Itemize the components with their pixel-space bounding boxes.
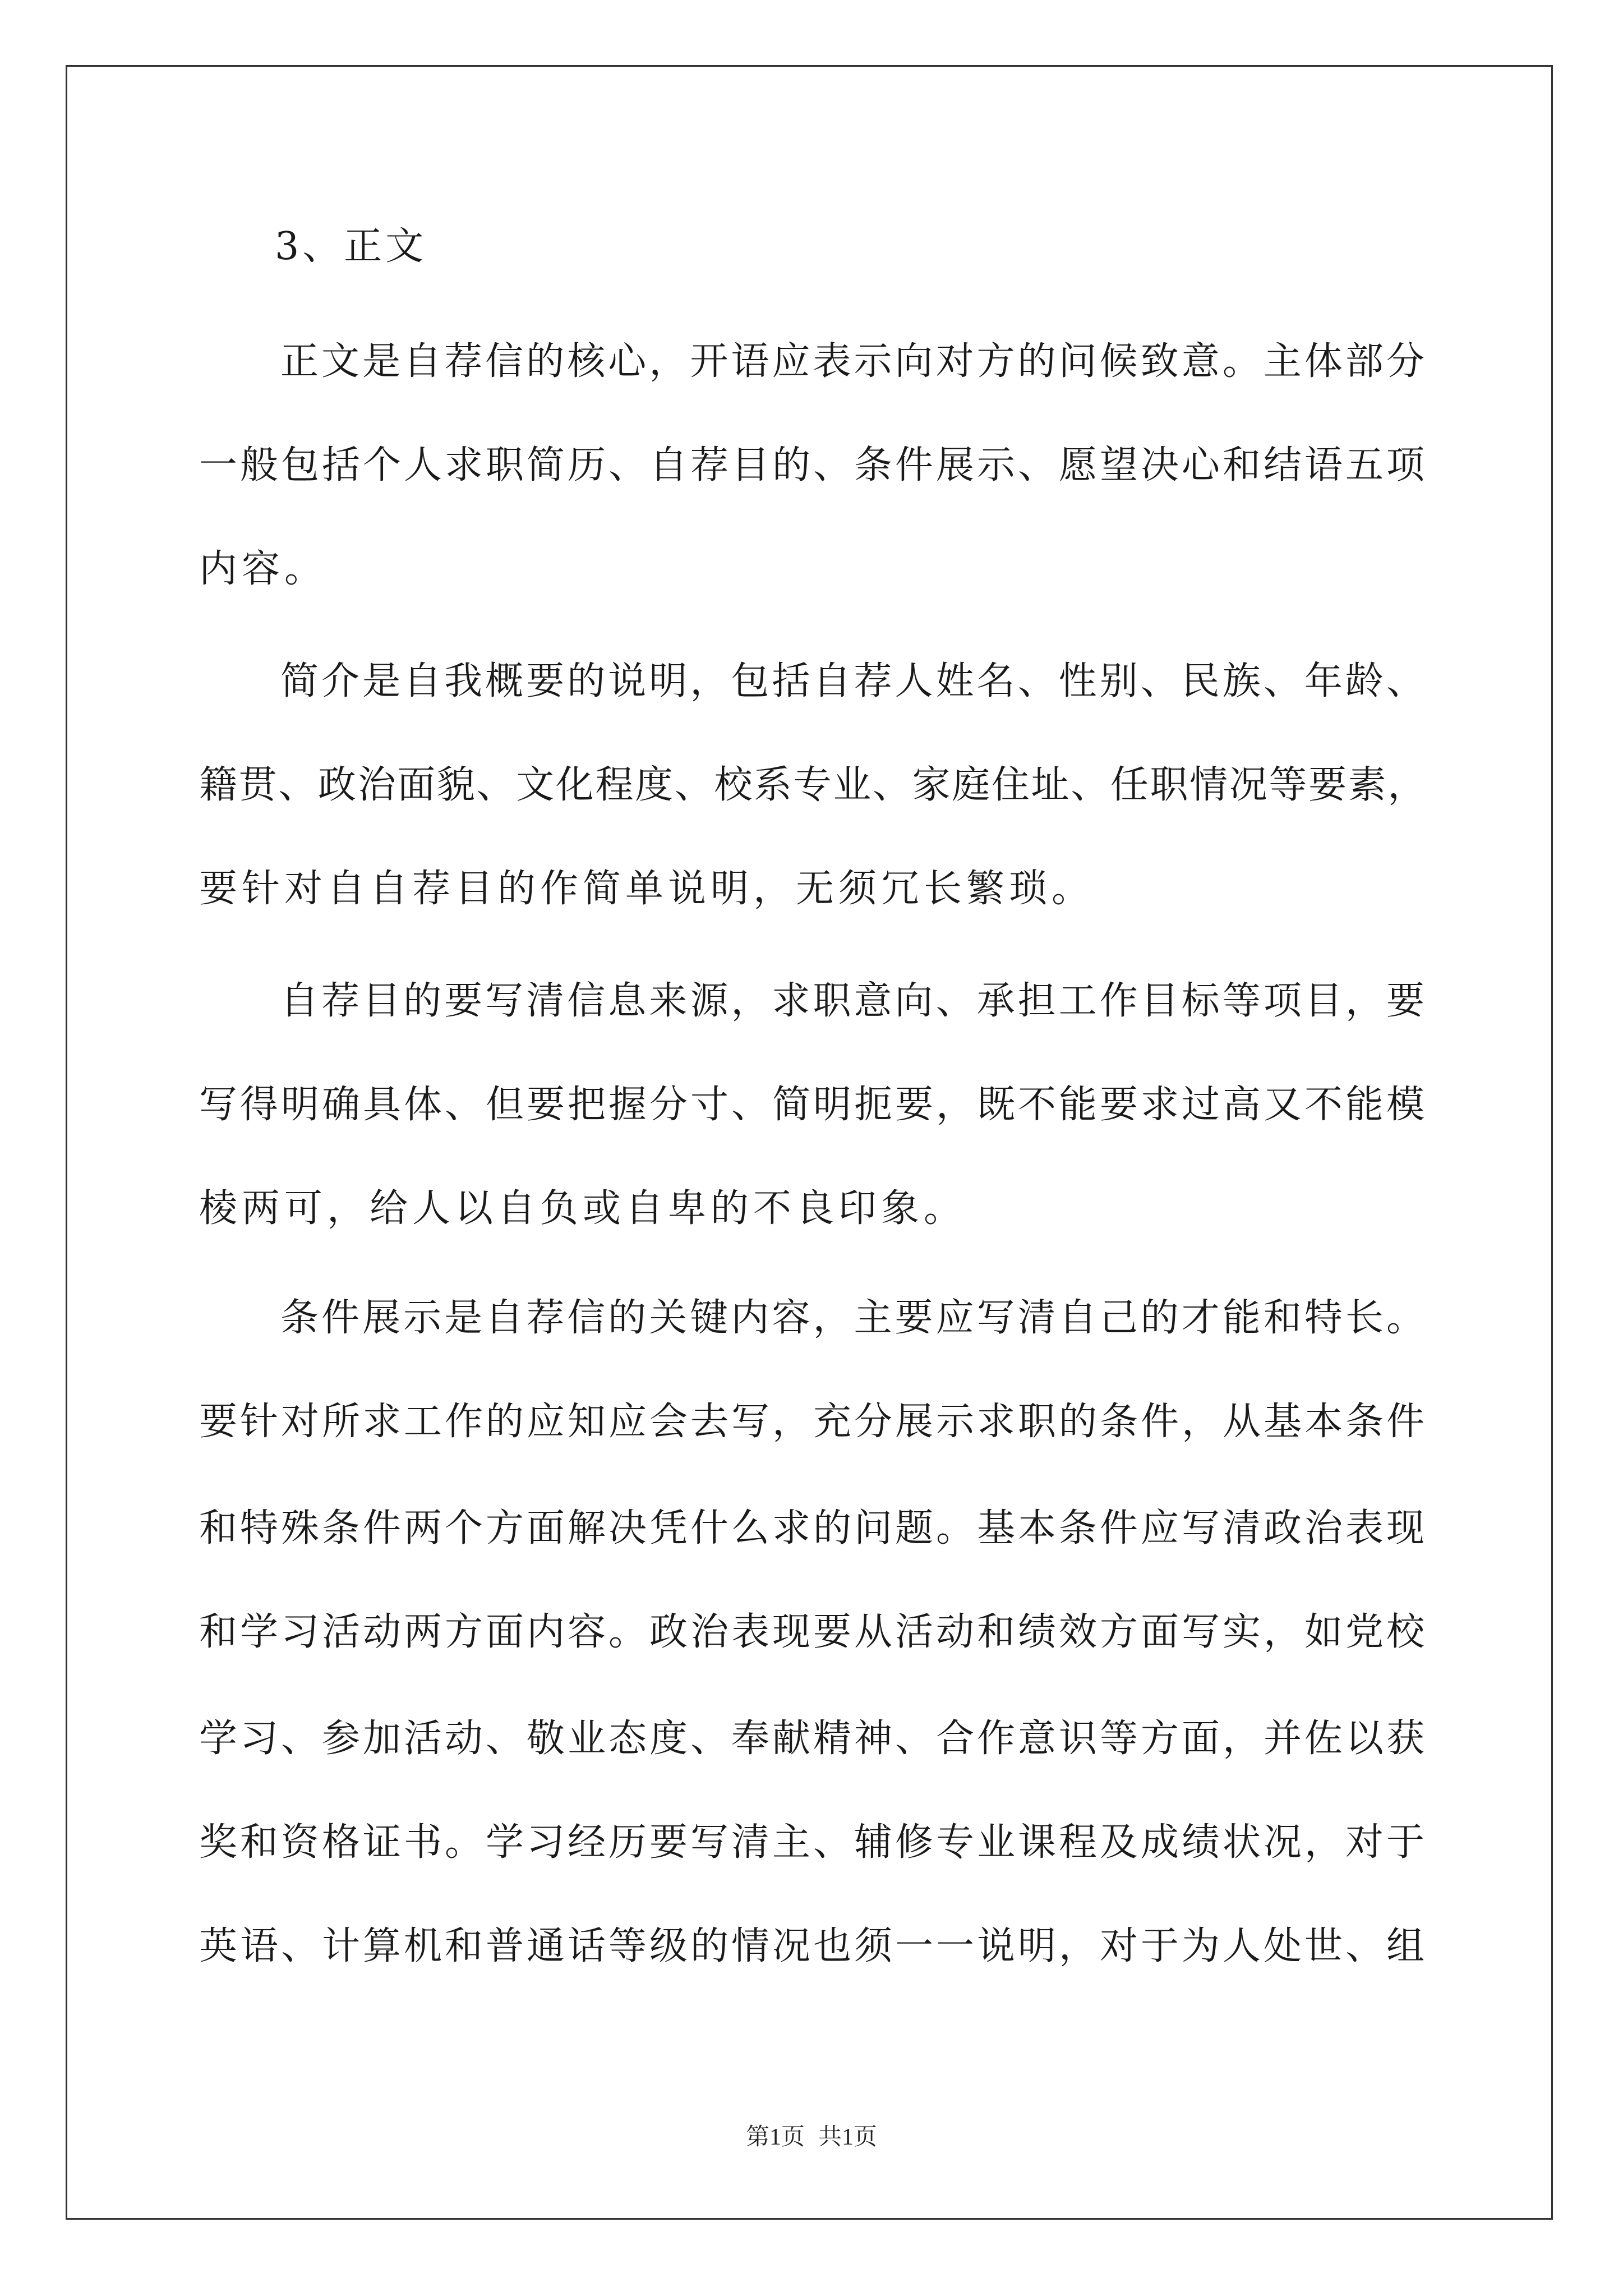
page-number-total: 共1页 — [818, 2124, 878, 2150]
paragraph-line: 和特殊条件两个方面解决凭什么求的问题。基本条件应写清政治表现 — [199, 1506, 1428, 1550]
paragraph-line: 和学习活动两方面内容。政治表现要从活动和绩效方面写实，如党校 — [199, 1610, 1428, 1654]
paragraph-line: 条件展示是自荐信的关键内容，主要应写清自己的才能和特长。 — [280, 1296, 1428, 1340]
page-footer — [0, 2123, 1623, 2151]
page-border — [66, 65, 1553, 2220]
paragraph-line: 英语、计算机和普通话等级的情况也须一一说明，对于为人处世、组 — [199, 1924, 1428, 1968]
paragraph-line: 籍贯、政治面貌、文化程度、校系专业、家庭住址、任职情况等要素， — [199, 763, 1428, 807]
paragraph-line: 棱两可，给人以自负或自卑的不良印象。 — [199, 1186, 967, 1231]
paragraph-line: 要针对所求工作的应知应会去写，充分展示求职的条件，从基本条件 — [199, 1400, 1428, 1444]
paragraph-line: 要针对自自荐目的作简单说明，无须冗长繁琐。 — [199, 867, 1095, 911]
paragraph-line: 正文是自荐信的核心，开语应表示向对方的问候致意。主体部分 — [280, 339, 1428, 384]
paragraph-line: 奖和资格证书。学习经历要写清主、辅修专业课程及成绩状况，对于 — [199, 1820, 1428, 1865]
paragraph-line: 写得明确具体、但要把握分寸、简明扼要，既不能要求过高又不能模 — [199, 1083, 1428, 1127]
page-number-current: 第1页 — [745, 2124, 805, 2150]
paragraph-line: 自荐目的要写清信息来源，求职意向、承担工作目标等项目，要 — [280, 979, 1428, 1023]
paragraph-line: 一般包括个人求职简历、自荐目的、条件展示、愿望决心和结语五项 — [199, 443, 1428, 487]
paragraph-line: 内容。 — [199, 547, 328, 591]
section-heading: 3、正文 — [275, 224, 427, 269]
paragraph-line: 简介是自我概要的说明，包括自荐人姓名、性别、民族、年龄、 — [280, 659, 1428, 703]
paragraph-line: 学习、参加活动、敬业态度、奉献精神、合作意识等方面，并佐以获 — [199, 1717, 1428, 1761]
